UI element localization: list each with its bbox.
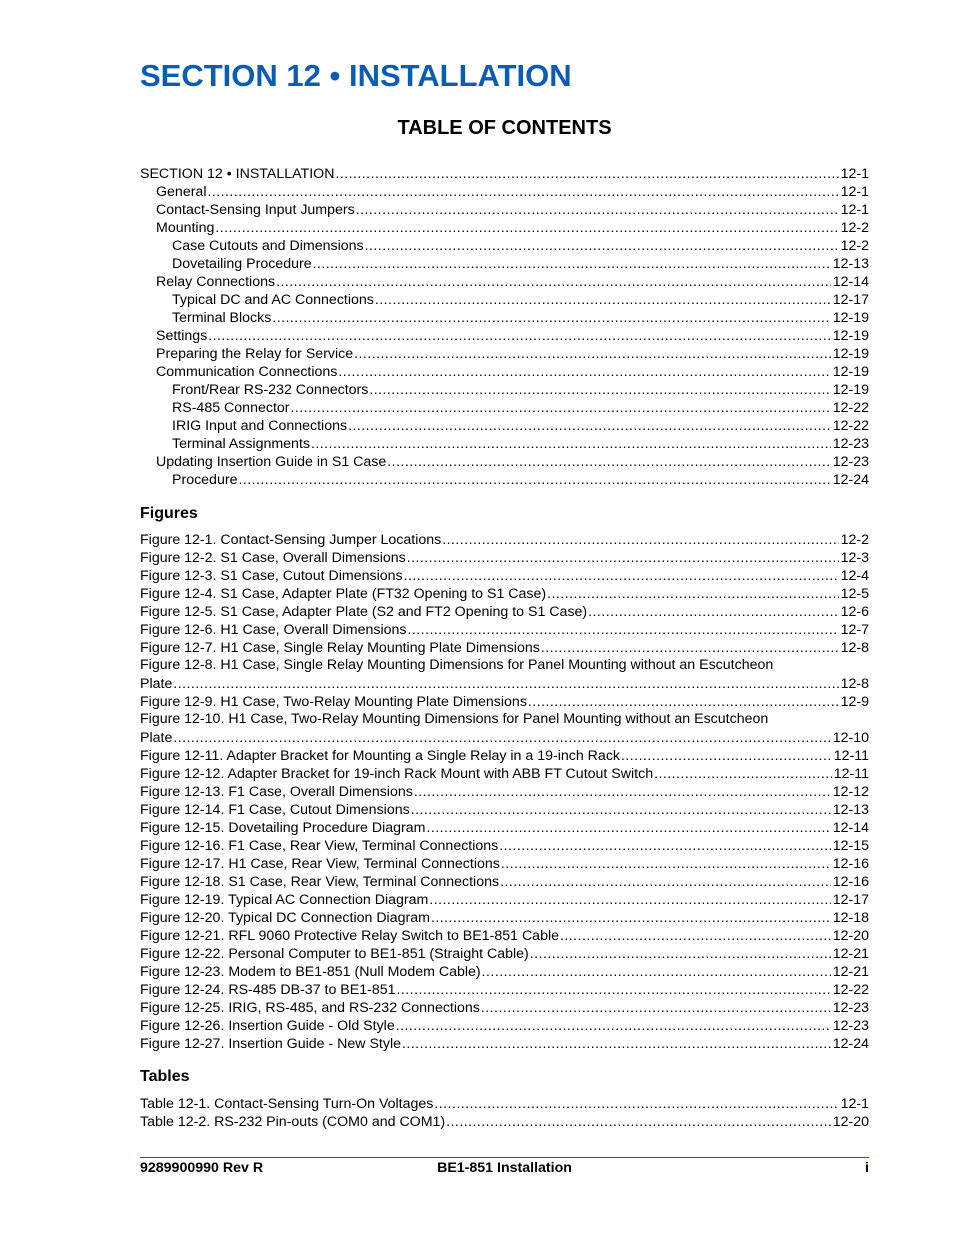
- figure-entry-label: Figure 12-1. Contact-Sensing Jumper Locations: [140, 532, 442, 548]
- dot-leader: [313, 254, 831, 272]
- toc-entry-page-number: 12-2: [840, 238, 869, 254]
- figure-entry-page-number: 12-14: [832, 820, 869, 836]
- toc-entry-label: Contact-Sensing Input Jumpers: [156, 202, 355, 218]
- tables-heading: Tables: [140, 1068, 190, 1085]
- figure-entry-page-number: 12-24: [832, 1036, 869, 1052]
- figure-entry[interactable]: [140, 836, 869, 854]
- footer-page-number: i: [865, 1160, 869, 1176]
- table-entry[interactable]: [140, 1094, 869, 1112]
- toc-entry-page-number: 12-13: [832, 256, 869, 272]
- footer-rule: [140, 1157, 869, 1158]
- dot-leader: [238, 470, 830, 488]
- dot-leader: [588, 602, 838, 620]
- table-entry-label: Table 12-2. RS-232 Pin-outs (COM0 and COM1): [140, 1114, 446, 1130]
- toc-entry[interactable]: [140, 326, 869, 344]
- toc-entry[interactable]: [140, 362, 869, 380]
- figure-entry-page-number: 12-22: [832, 982, 869, 998]
- figure-entry[interactable]: [140, 818, 869, 836]
- figure-entry-label: Figure 12-26. Insertion Guide - Old Style: [140, 1018, 395, 1034]
- table-entry-page-number: 12-1: [840, 1096, 869, 1112]
- figure-entry-label: Figure 12-13. F1 Case, Overall Dimensions: [140, 784, 413, 800]
- dot-leader: [375, 290, 831, 308]
- dot-leader: [397, 980, 831, 998]
- figure-entry-page-number: 12-15: [832, 838, 869, 854]
- dot-leader: [291, 398, 831, 416]
- figure-entry-label: Figure 12-17. H1 Case, Rear View, Terminal Connections: [140, 856, 500, 872]
- dot-leader: [426, 818, 830, 836]
- toc-entry-label: Dovetailing Procedure: [172, 256, 312, 272]
- figure-entry-label-line1: Figure 12-10. H1 Case, Two-Relay Mounting Dimensions for Panel Mounting without an Escutcheon: [140, 711, 769, 727]
- dot-leader: [365, 236, 839, 254]
- toc-entry-label: Relay Connections: [156, 274, 276, 290]
- toc-entry[interactable]: [140, 380, 869, 398]
- dot-leader: [338, 362, 830, 380]
- dot-leader: [547, 584, 838, 602]
- dot-leader: [311, 434, 831, 452]
- dot-leader: [429, 890, 830, 908]
- figure-entry[interactable]: [140, 926, 869, 944]
- figure-entry[interactable]: [140, 602, 869, 620]
- figure-entry[interactable]: [140, 908, 869, 926]
- dot-leader: [208, 326, 830, 344]
- toc-entry-page-number: 12-1: [840, 184, 869, 200]
- figure-entry-label: Figure 12-5. S1 Case, Adapter Plate (S2 and FT2 Opening to S1 Case): [140, 604, 588, 620]
- figure-entry[interactable]: [140, 584, 869, 602]
- figure-entry-label: Figure 12-20. Typical DC Connection Diagram: [140, 910, 430, 926]
- figure-entry-page-number: 12-5: [840, 586, 869, 602]
- toc-entry[interactable]: [140, 254, 869, 272]
- dot-leader: [173, 674, 838, 692]
- figure-entry-label: Figure 12-24. RS-485 DB-37 to BE1-851: [140, 982, 396, 998]
- figure-entry-page-number: 12-7: [840, 622, 869, 638]
- dot-leader: [335, 164, 838, 182]
- figure-entry-page-number: 12-6: [840, 604, 869, 620]
- figure-entry[interactable]: [140, 764, 869, 782]
- toc-entry-label: Terminal Assignments: [172, 436, 310, 452]
- figure-entry-label: Figure 12-23. Modem to BE1-851 (Null Modem Cable): [140, 964, 481, 980]
- dot-leader: [215, 218, 838, 236]
- toc-entry-label: Updating Insertion Guide in S1 Case: [156, 454, 387, 470]
- figure-entry-label: Figure 12-11. Adapter Bracket for Mounting a Single Relay in a 19-inch Rack: [140, 748, 621, 764]
- figure-entry-label: Figure 12-14. F1 Case, Cutout Dimensions: [140, 802, 410, 818]
- toc-entry[interactable]: [140, 452, 869, 470]
- toc-entry[interactable]: [140, 308, 869, 326]
- figure-entry-page-number: 12-11: [833, 748, 869, 764]
- dot-leader: [396, 1016, 831, 1034]
- toc-entry[interactable]: [140, 182, 869, 200]
- toc-entry[interactable]: [140, 344, 869, 362]
- dot-leader: [501, 854, 831, 872]
- figure-entry[interactable]: [140, 620, 869, 638]
- section-title: SECTION 12 • INSTALLATION: [140, 58, 572, 93]
- toc-entry[interactable]: [140, 434, 869, 452]
- dot-leader: [431, 908, 831, 926]
- figure-entry-label: Figure 12-6. H1 Case, Overall Dimensions: [140, 622, 407, 638]
- figure-entry-label: Figure 12-21. RFL 9060 Protective Relay Switch to BE1-851 Cable: [140, 928, 560, 944]
- figure-entry[interactable]: [140, 566, 869, 584]
- figures-heading: Figures: [140, 505, 198, 522]
- table-entry-page-number: 12-20: [832, 1114, 869, 1130]
- figure-entry-label: Plate: [140, 676, 173, 692]
- toc-entry[interactable]: [140, 470, 869, 488]
- figure-entry-page-number: 12-8: [840, 640, 869, 656]
- dot-leader: [482, 962, 831, 980]
- figure-entry-label: Figure 12-12. Adapter Bracket for 19-inch Rack Mount with ABB FT Cutout Switch: [140, 766, 654, 782]
- figure-entry-page-number: 12-10: [832, 730, 869, 746]
- toc-entry-page-number: 12-19: [832, 382, 869, 398]
- dot-leader: [446, 1112, 831, 1130]
- figures-list: [140, 530, 869, 1052]
- figure-entry-page-number: 12-8: [840, 676, 869, 692]
- figure-entry-page-number: 12-23: [832, 1000, 869, 1016]
- footer-doc-title: BE1-851 Installation: [437, 1160, 572, 1176]
- toc-entry-page-number: 12-23: [832, 436, 869, 452]
- toc-entry[interactable]: [140, 272, 869, 290]
- dot-leader: [560, 926, 831, 944]
- figure-entry[interactable]: [140, 944, 869, 962]
- toc-entry-label: Settings: [156, 328, 208, 344]
- figure-entry-label-line1: Figure 12-8. H1 Case, Single Relay Mounting Dimensions for Panel Mounting without an Escutcheon: [140, 657, 774, 673]
- dot-leader: [272, 308, 830, 326]
- dot-leader: [654, 764, 832, 782]
- figure-entry[interactable]: [140, 746, 869, 764]
- dot-leader: [276, 272, 831, 290]
- figure-entry-page-number: 12-20: [832, 928, 869, 944]
- tables-list: [140, 1094, 869, 1130]
- figure-entry[interactable]: [140, 854, 869, 872]
- figure-entry-label: Figure 12-7. H1 Case, Single Relay Mounting Plate Dimensions: [140, 640, 540, 656]
- toc-entry-label: Procedure: [172, 472, 238, 488]
- toc-entry-label: Terminal Blocks: [172, 310, 272, 326]
- figure-entry-label: Figure 12-9. H1 Case, Two-Relay Mounting Plate Dimensions: [140, 694, 527, 710]
- toc-entry-label: RS-485 Connector: [172, 400, 290, 416]
- toc-entry-page-number: 12-14: [832, 274, 869, 290]
- toc-entry-label: SECTION 12 • INSTALLATION: [140, 166, 335, 182]
- toc-entry[interactable]: [140, 200, 869, 218]
- toc-entry-page-number: 12-1: [840, 202, 869, 218]
- dot-leader: [500, 872, 831, 890]
- toc-entry-label: Communication Connections: [156, 364, 338, 380]
- figure-entry-page-number: 12-12: [832, 784, 869, 800]
- toc-entry[interactable]: [140, 416, 869, 434]
- figure-entry-page-number: 12-23: [832, 1018, 869, 1034]
- figure-entry-label: Figure 12-22. Personal Computer to BE1-851 (Straight Cable): [140, 946, 529, 962]
- figure-entry-label: Figure 12-16. F1 Case, Rear View, Terminal Connections: [140, 838, 499, 854]
- figure-entry-label: Figure 12-4. S1 Case, Adapter Plate (FT32 Opening to S1 Case): [140, 586, 547, 602]
- toc-entry-page-number: 12-23: [832, 454, 869, 470]
- figure-entry-label: Figure 12-19. Typical AC Connection Diagram: [140, 892, 429, 908]
- dot-leader: [348, 416, 831, 434]
- toc-entry[interactable]: [140, 164, 869, 182]
- figure-entry[interactable]: [140, 980, 869, 998]
- dot-leader: [207, 182, 838, 200]
- figure-entry-page-number: 12-13: [832, 802, 869, 818]
- figure-entry-page-number: 12-11: [833, 766, 869, 782]
- dot-leader: [541, 638, 839, 656]
- figure-entry[interactable]: [140, 674, 869, 692]
- figure-entry-label: Figure 12-3. S1 Case, Cutout Dimensions: [140, 568, 403, 584]
- toc-entry-page-number: 12-22: [832, 400, 869, 416]
- page-footer: [140, 1160, 869, 1178]
- toc-entry-page-number: 12-22: [832, 418, 869, 434]
- dot-leader: [356, 200, 839, 218]
- figure-entry[interactable]: [140, 782, 869, 800]
- dot-leader: [369, 380, 830, 398]
- toc-entry[interactable]: [140, 218, 869, 236]
- toc-entry-page-number: 12-19: [832, 346, 869, 362]
- figure-entry[interactable]: [140, 800, 869, 818]
- dot-leader: [528, 692, 839, 710]
- toc-entry-page-number: 12-19: [832, 364, 869, 380]
- figure-entry-label: Plate: [140, 730, 173, 746]
- toc-entry-page-number: 12-17: [832, 292, 869, 308]
- figure-entry[interactable]: [140, 890, 869, 908]
- toc-entry-label: IRIG Input and Connections: [172, 418, 348, 434]
- dot-leader: [404, 566, 839, 584]
- toc-entry-label: Front/Rear RS-232 Connectors: [172, 382, 369, 398]
- dot-leader: [530, 944, 831, 962]
- toc-entry-page-number: 12-1: [840, 166, 869, 182]
- dot-leader: [407, 548, 839, 566]
- figure-entry[interactable]: [140, 962, 869, 980]
- dot-leader: [434, 1094, 838, 1112]
- figure-entry[interactable]: [140, 638, 869, 656]
- figure-entry-label: Figure 12-25. IRIG, RS-485, and RS-232 Connections: [140, 1000, 480, 1016]
- dot-leader: [621, 746, 832, 764]
- dot-leader: [411, 800, 831, 818]
- dot-leader: [173, 728, 830, 746]
- toc-entry-label: Mounting: [156, 220, 215, 236]
- figure-entry-label: Figure 12-2. S1 Case, Overall Dimensions: [140, 550, 406, 566]
- figure-entry-page-number: 12-4: [840, 568, 869, 584]
- dot-leader: [402, 1034, 831, 1052]
- figure-entry[interactable]: [140, 872, 869, 890]
- figure-entry[interactable]: [140, 692, 869, 710]
- toc-entry-page-number: 12-19: [832, 328, 869, 344]
- figure-entry-page-number: 12-17: [832, 892, 869, 908]
- figure-entry-label: Figure 12-27. Insertion Guide - New Style: [140, 1036, 402, 1052]
- figure-entry-label: Figure 12-15. Dovetailing Procedure Diagram: [140, 820, 426, 836]
- figure-entry-page-number: 12-21: [832, 946, 869, 962]
- figure-entry-page-number: 12-2: [840, 532, 869, 548]
- dot-leader: [387, 452, 830, 470]
- table-entry-label: Table 12-1. Contact-Sensing Turn-On Voltages: [140, 1096, 434, 1112]
- toc-entry-page-number: 12-24: [832, 472, 869, 488]
- footer-doc-number: 9289900990 Rev R: [140, 1160, 264, 1176]
- dot-leader: [481, 998, 831, 1016]
- figure-entry-page-number: 12-16: [832, 856, 869, 872]
- toc-list: [140, 164, 869, 488]
- toc-entry-label: Case Cutouts and Dimensions: [172, 238, 364, 254]
- toc-entry-label: General: [156, 184, 207, 200]
- figure-entry[interactable]: [140, 728, 869, 746]
- toc-entry[interactable]: [140, 398, 869, 416]
- dot-leader: [442, 530, 838, 548]
- toc-entry-page-number: 12-2: [840, 220, 869, 236]
- table-entry[interactable]: [140, 1112, 869, 1130]
- figure-entry[interactable]: [140, 548, 869, 566]
- toc-entry[interactable]: [140, 236, 869, 254]
- figure-entry-page-number: 12-21: [832, 964, 869, 980]
- toc-entry-label: Preparing the Relay for Service: [156, 346, 354, 362]
- dot-leader: [354, 344, 831, 362]
- figure-entry-page-number: 12-9: [840, 694, 869, 710]
- toc-entry-label: Typical DC and AC Connections: [172, 292, 374, 308]
- toc-entry-page-number: 12-19: [832, 310, 869, 326]
- toc-entry[interactable]: [140, 290, 869, 308]
- figure-entry[interactable]: [140, 998, 869, 1016]
- figure-entry[interactable]: [140, 1034, 869, 1052]
- figure-entry-page-number: 12-18: [832, 910, 869, 926]
- figure-entry-page-number: 12-3: [840, 550, 869, 566]
- figure-entry[interactable]: [140, 530, 869, 548]
- toc-title: TABLE OF CONTENTS: [397, 117, 612, 139]
- dot-leader: [499, 836, 830, 854]
- figure-entry[interactable]: [140, 1016, 869, 1034]
- figure-entry-page-number: 12-16: [832, 874, 869, 890]
- figure-entry-label: Figure 12-18. S1 Case, Rear View, Terminal Connections: [140, 874, 500, 890]
- dot-leader: [414, 782, 831, 800]
- dot-leader: [408, 620, 839, 638]
